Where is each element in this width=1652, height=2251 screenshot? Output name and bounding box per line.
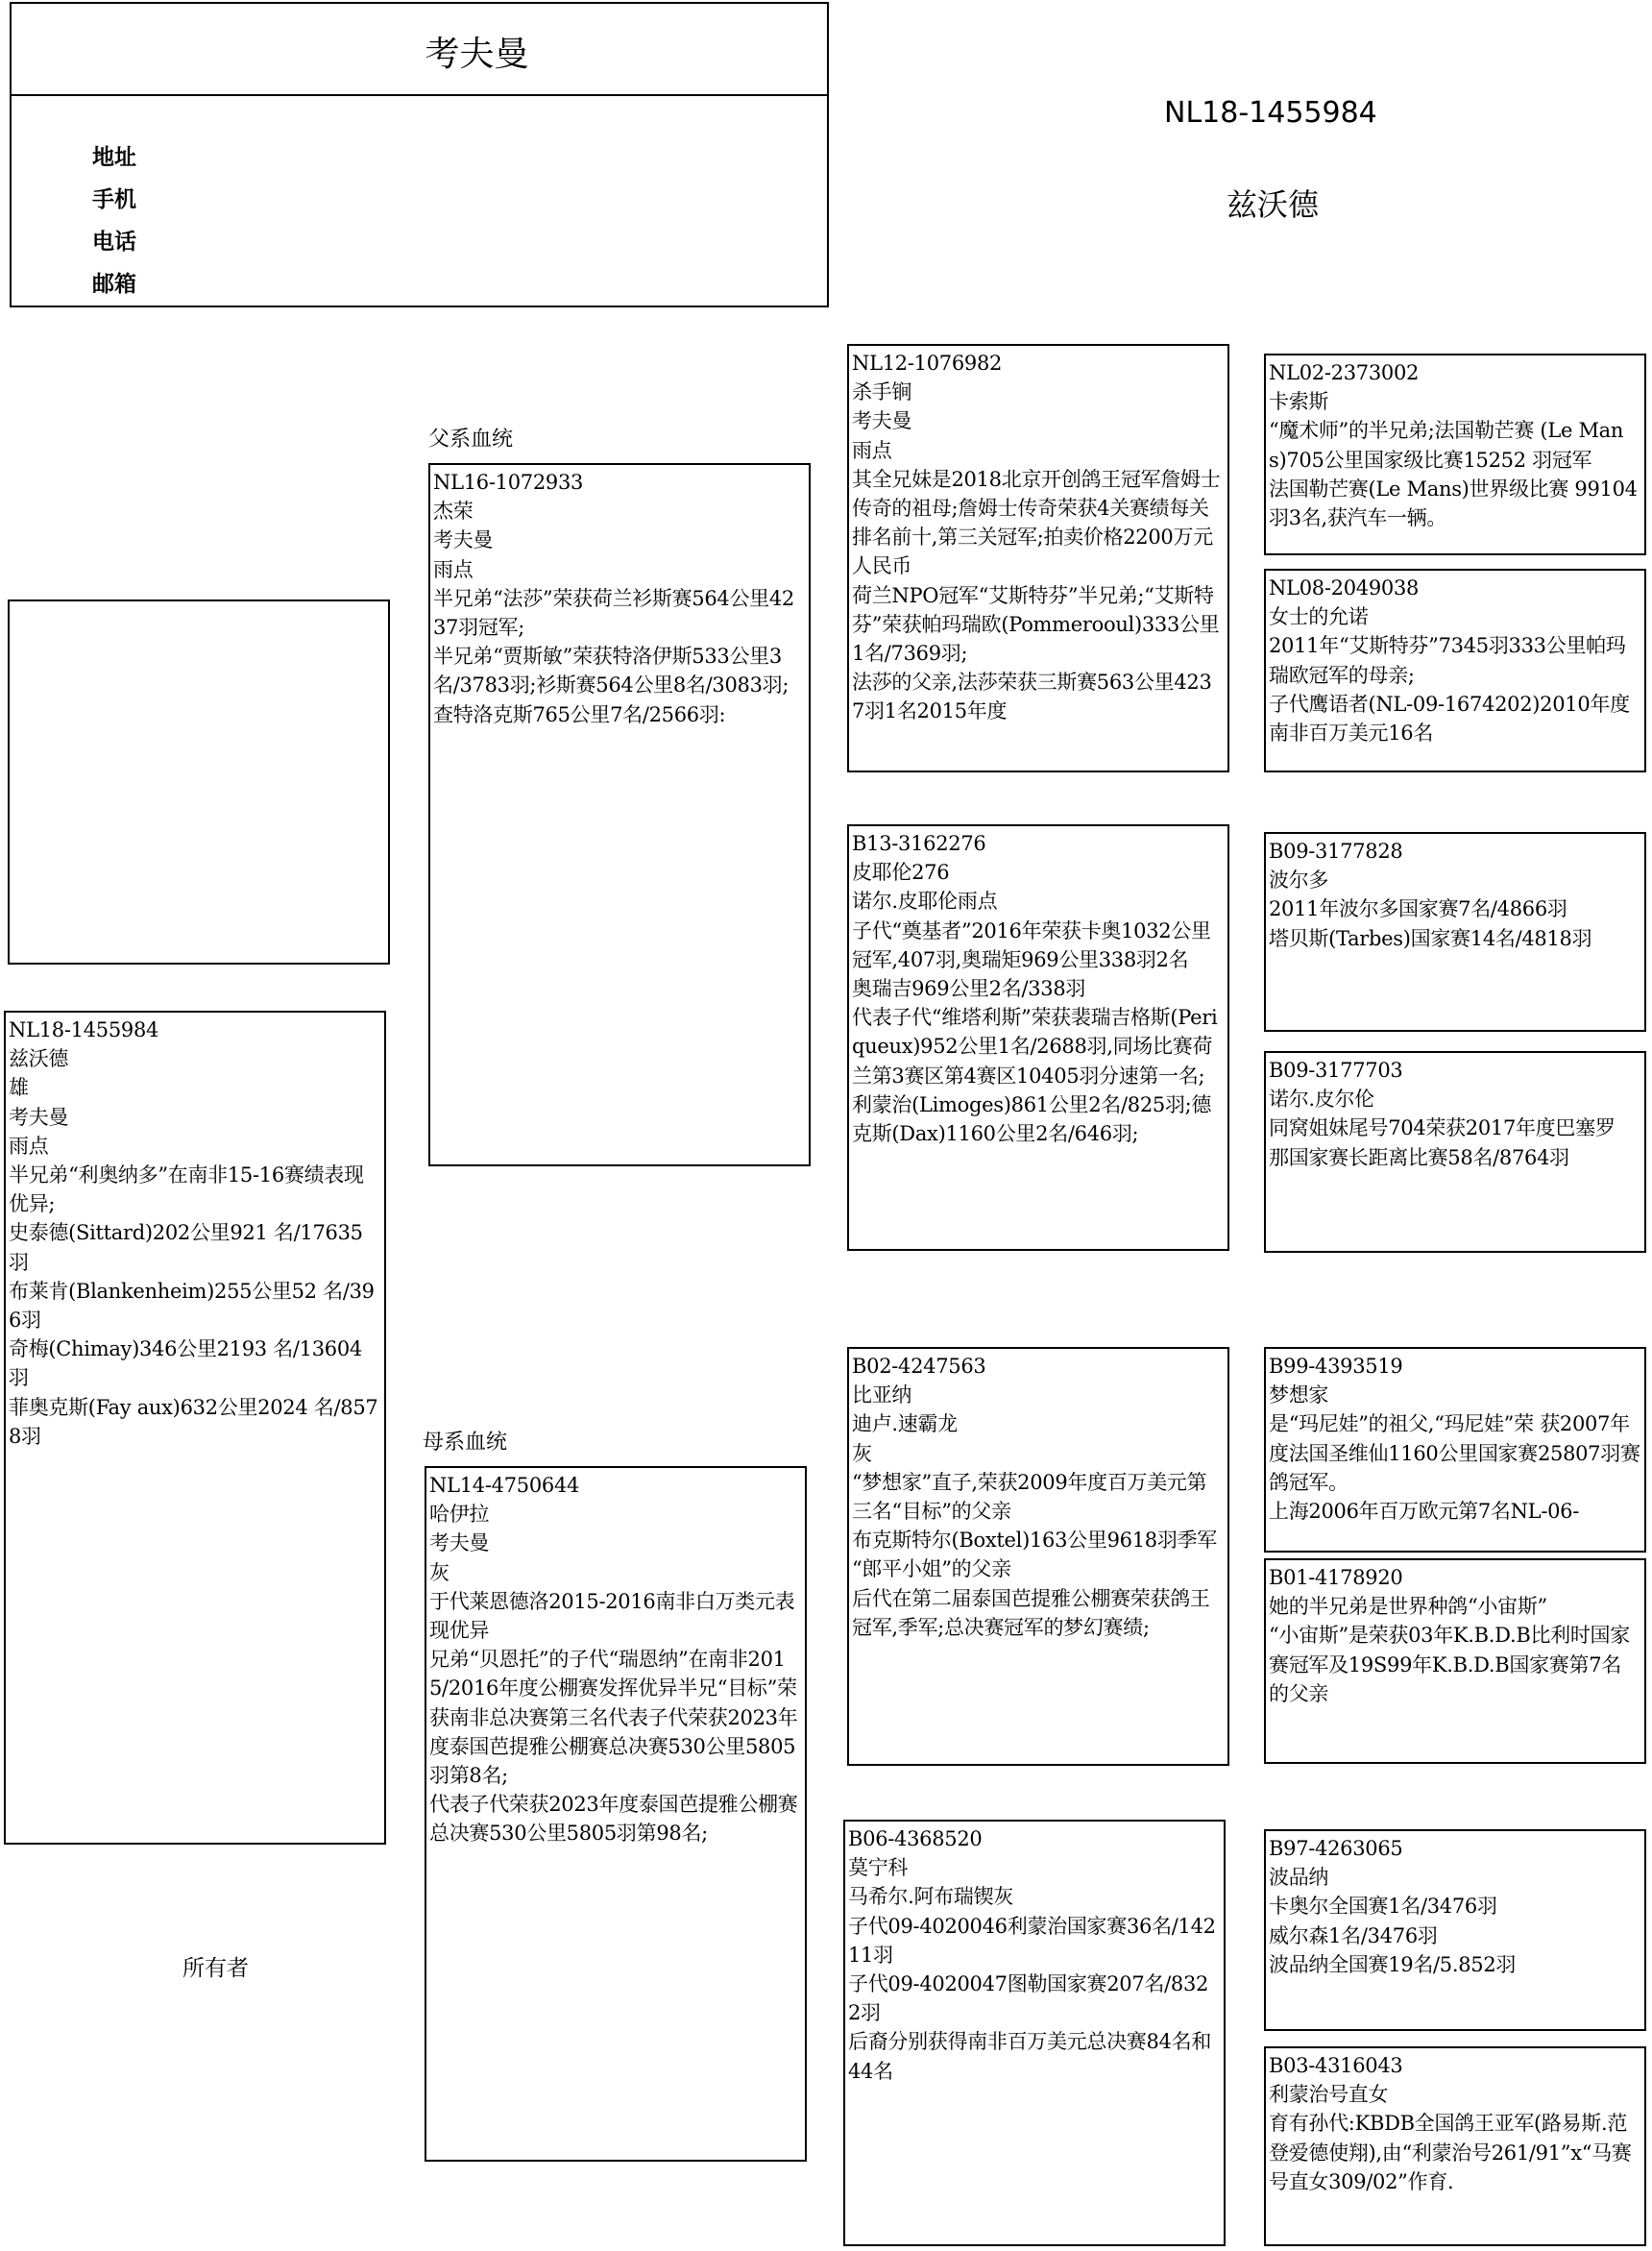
ggs-ssd-card — [1264, 569, 1646, 772]
info-line: “梦想家”直子,荣获2009年度百万美元第三名“目标”的父亲 — [852, 1470, 1207, 1524]
info-line: 荷兰NPO冠军“艾斯特芬”半兄弟;“艾斯特芬”荣获帕玛瑞欧(Pommerooul)333公里1名/7369羽; — [852, 583, 1220, 666]
sire-card — [428, 463, 811, 1166]
info-line: 奥瑞吉969公里2名/338羽 — [852, 977, 1086, 1001]
info-line: 代表子代荣获2023年度泰国芭提雅公棚赛总决赛530公里5805羽第98名; — [429, 1793, 798, 1846]
info-line: 代表子代“维塔利斯”荣获裴瑞吉格斯(Periqueux)952公里1名/2688羽,同场比赛荷兰第3赛区第4赛区10405羽分速第一名;利蒙治(Limoges)861公里2名/825羽;德克斯(Dax)1160公里2名/646羽; — [852, 1006, 1218, 1146]
grandsire-sire-side-card — [847, 344, 1229, 772]
info-line: “魔术师”的半兄弟;法国勒芒赛 (Le Mans)705公里国家级比赛15252 羽冠军 — [1269, 419, 1624, 472]
info-line: 2011年波尔多国家赛7名/4866羽 — [1269, 897, 1567, 921]
header-box — [10, 2, 829, 307]
info-line: 子代“奠基者”2016年荣获卡奥1032公里冠军,407羽,奥瑞矩969公里338羽2名 — [852, 918, 1211, 971]
ring-line: NL12-1076982 — [852, 352, 1003, 375]
breeder-line: 诺尔.皮耶伦雨点 — [852, 890, 998, 914]
info-line: 上海2006年百万欧元第7名NL-06- — [1269, 1500, 1580, 1524]
granddam-dam-side-card — [843, 1820, 1226, 2246]
subject-card — [4, 1011, 386, 1845]
name-line: 杀手锏 — [852, 380, 912, 404]
info-line: 其全兄妹是2018北京开创鸽王冠军詹姆士传奇的祖母;詹姆士传奇荣获4关赛绩每关排名前十,第三关冠军;拍卖价格2200万元人民币 — [852, 467, 1221, 578]
info-line: “小宙斯”是荣获03年K.B.D.B比利时国家赛冠军及19S99年K.B.D.B国家赛第7名的父亲 — [1269, 1624, 1630, 1705]
breeder-line: 迪卢.速霸龙 — [852, 1412, 958, 1436]
info-line: 她的半兄弟是世界种鸽“小宙斯” — [1269, 1595, 1547, 1619]
info-line: 法莎的父亲,法莎荣获三斯赛563公里4237羽1名2015年度 — [852, 671, 1212, 723]
ring-line: B03-4316043 — [1269, 2054, 1403, 2077]
name-line: 莫宁科 — [848, 1856, 909, 1880]
info-line: 育有孙代:KBDB全国鸽王亚军(路易斯.范登爱德使翔),由“利蒙治号261/91”x“马赛号直女309/02”作育. — [1269, 2112, 1632, 2193]
ring-line: B09-3177703 — [1269, 1059, 1403, 1082]
contact-labels — [92, 136, 136, 306]
info-line: 2011年“艾斯特芬”7345羽333公里帕玛瑞欧冠军的母亲; — [1269, 634, 1626, 687]
ggs-sds-card — [1264, 832, 1646, 1032]
ggs-dss-card — [1264, 1347, 1646, 1553]
name-line: 利蒙治号直女 — [1269, 2083, 1389, 2107]
breeder-line: 考夫曼 — [852, 409, 912, 433]
mobile-label: 手机 — [92, 187, 136, 212]
ggs-sdd-card — [1264, 1051, 1646, 1253]
info-line: 半兄弟“法莎”荣获荷兰衫斯赛564公里4237羽冠军; — [433, 586, 794, 640]
ggs-dds-card — [1264, 1829, 1646, 2031]
info-line: 法国勒芒赛(Le Mans)世界级比赛 99104羽3名,获汽车一辆。 — [1269, 477, 1638, 530]
breeder-line: 考夫曼 — [429, 1531, 490, 1555]
name-line: 诺尔.皮尔伦 — [1269, 1088, 1374, 1112]
color-line: 雨点 — [433, 557, 474, 581]
info-line: 菲奥克斯(Fay aux)632公里2024 名/8578羽 — [9, 1395, 378, 1448]
info-line: 后代在第二届泰国芭提雅公棚赛荣获鸽王冠军,季军;总决赛冠军的梦幻赛绩; — [852, 1586, 1210, 1639]
owner-name: 考夫曼 — [425, 35, 529, 74]
ggs-dsd-card — [1264, 1558, 1646, 1764]
ring-line: B99-4393519 — [1269, 1355, 1403, 1378]
ring-line: NL02-2373002 — [1269, 361, 1420, 384]
color-line: 雨点 — [9, 1134, 49, 1158]
breeder-line: 马希尔.阿布瑞锲灰 — [848, 1885, 1013, 1909]
info-line: 塔贝斯(Tarbes)国家赛14名/4818羽 — [1269, 926, 1592, 950]
name-line: 杰荣 — [433, 500, 474, 524]
info-line: 于代莱恩德洛2015-2016南非白万类元表现优异 — [429, 1589, 795, 1643]
name-line: 女士的允诺 — [1269, 605, 1369, 629]
info-line: 卡奥尔全国赛1名/3476羽 — [1269, 1895, 1497, 1919]
grandsire-dam-side-card — [847, 1347, 1229, 1766]
info-line: 后裔分别获得南非百万美元总决赛84名和44名 — [848, 2030, 1212, 2083]
info-line: 威尔森1名/3476羽 — [1269, 1923, 1438, 1947]
info-line: 子代09-4020046利蒙治国家赛36名/14211羽 — [848, 1914, 1216, 1967]
ring-line: B97-4263065 — [1269, 1837, 1403, 1860]
name-line: 梦想家 — [1269, 1383, 1329, 1407]
info-line: 兄弟“贝恩托”的子代“瑞恩纳”在南非2015/2016年度公棚赛发挥优异半兄“目标”荣获南非总决赛第三名代表子代荣获2023年度泰国芭提雅公棚赛总决赛530公里5805羽第8名; — [429, 1648, 798, 1788]
photo-box — [8, 599, 390, 965]
color-line: 灰 — [852, 1441, 872, 1465]
breeder-line: 考夫曼 — [9, 1105, 69, 1129]
info-line: 是“玛尼娃”的祖父,“玛尼娃”荣 获2007年度法国圣维仙1160公里国家赛25807羽赛鸽冠军。 — [1269, 1412, 1640, 1494]
header-divider — [12, 94, 827, 96]
ring-line: B13-3162276 — [852, 832, 986, 855]
ring-line: NL14-4750644 — [429, 1474, 580, 1497]
info-line: 奇梅(Chimay)346公里2193 名/13604羽 — [9, 1337, 362, 1390]
info-line: 布莱肯(Blankenheim)255公里52 名/396羽 — [9, 1279, 375, 1333]
breeder-line: 考夫曼 — [433, 528, 494, 552]
ring-line: NL18-1455984 — [9, 1018, 159, 1041]
info-line: 子代鹰语者(NL-09-1674202)2010年度南非百万美元16名 — [1269, 692, 1630, 746]
ring-line: NL16-1072933 — [433, 471, 584, 494]
name-line: 比亚纳 — [852, 1383, 912, 1407]
owner-label: 所有者 — [182, 1956, 249, 1981]
sex-line: 雄 — [9, 1076, 29, 1100]
name-line: 哈伊拉 — [429, 1503, 490, 1527]
name-line: 兹沃德 — [9, 1047, 69, 1071]
name-line: 皮耶伦276 — [852, 861, 950, 885]
name-line: 波尔多 — [1269, 869, 1329, 893]
info-line: 子代09-4020047图勒国家赛207名/8322羽 — [848, 1972, 1209, 2025]
info-line: 布克斯特尔(Boxtel)163公里9618羽季军 — [852, 1529, 1217, 1553]
bird-name: 兹沃德 — [1227, 186, 1320, 223]
granddam-sire-side-card — [847, 824, 1229, 1251]
ring-line: NL08-2049038 — [1269, 576, 1420, 599]
info-line: 波品纳全国赛19名/5.852羽 — [1269, 1952, 1517, 1976]
dam-card — [425, 1466, 807, 2162]
color-line: 雨点 — [852, 438, 892, 462]
info-line: 半兄弟“利奥纳多”在南非15-16赛绩表现优异; — [9, 1163, 364, 1216]
info-line: 半兄弟“贾斯敏”荣获特洛伊斯533公里3名/3783羽;衫斯赛564公里8名/3083羽;查特洛克斯765公里7名/2566羽: — [433, 645, 790, 726]
phone-label: 电话 — [92, 230, 136, 255]
subject-lines — [6, 1013, 384, 1451]
ggs-sss-card — [1264, 354, 1646, 555]
ring-line: B06-4368520 — [848, 1827, 983, 1850]
name-line: 波品纳 — [1269, 1866, 1329, 1890]
email-label: 邮箱 — [92, 272, 136, 297]
info-line: “郎平小姐”的父亲 — [852, 1557, 1011, 1581]
ring-line: B02-4247563 — [852, 1355, 986, 1378]
color-line: 灰 — [429, 1560, 449, 1584]
dam-line-label: 母系血统 — [423, 1431, 508, 1455]
info-line: 同窝姐妹尾号704荣获2017年度巴塞罗 那国家赛长距离比赛58名/8764羽 — [1269, 1116, 1616, 1169]
ggs-ddd-card — [1264, 2046, 1646, 2246]
info-line: 史泰德(Sittard)202公里921 名/17635羽 — [9, 1221, 363, 1274]
ring-line: B01-4178920 — [1269, 1566, 1403, 1589]
address-label: 地址 — [92, 145, 136, 170]
ring-line: B09-3177828 — [1269, 840, 1403, 863]
sire-line-label: 父系血统 — [428, 428, 514, 452]
ring-number: NL18-1455984 — [1164, 96, 1377, 130]
name-line: 卡索斯 — [1269, 390, 1329, 414]
